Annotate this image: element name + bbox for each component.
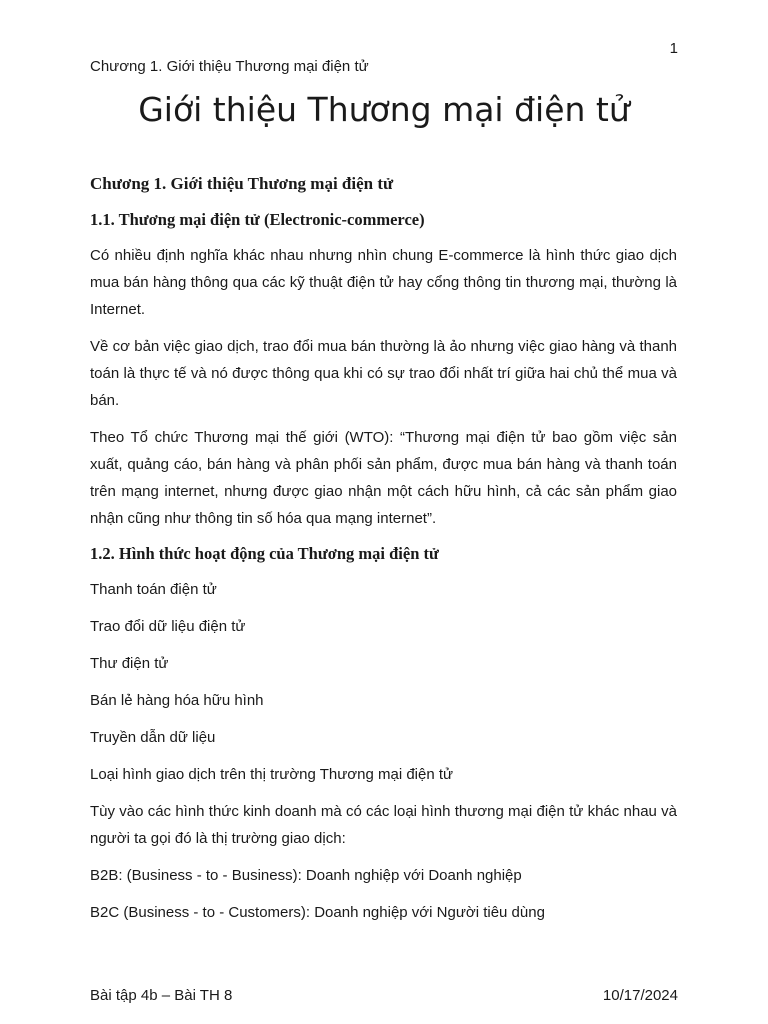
list-item: Loại hình giao dịch trên thị trường Thương mại điện tử bbox=[90, 766, 454, 783]
document-body bbox=[90, 172, 677, 936]
chapter-heading: Chương 1. Giới thiệu Thương mại điện tử bbox=[90, 174, 394, 193]
list-item: Truyền dẫn dữ liệu bbox=[90, 729, 216, 746]
document-title: Giới thiệu Thương mại điện tử bbox=[138, 90, 630, 129]
running-header: Chương 1. Giới thiệu Thương mại điện tử bbox=[90, 58, 369, 75]
paragraph-transaction-basics: Về cơ bản việc giao dịch, trao đổi mua bán thường là ảo nhưng việc giao hàng và thanh toán là thực tế và nó được thông qua khi có sự trao đổi nhất trí giữa hai chủ thể mua và bán. bbox=[90, 338, 677, 409]
list-item: Trao đổi dữ liệu điện tử bbox=[90, 618, 246, 635]
paragraph-wto-definition: Theo Tổ chức Thương mại thế giới (WTO): “Thương mại điện tử bao gồm việc sản xuất, quảng cáo, bán hàng và phân phối sản phẩm, được mua bán hàng và thanh toán trên mạng internet, nhưng được giao nhận một cách hữu hình, cả các sản phẩm giao nhận cũng như thông tin số hóa qua mạng internet”. bbox=[90, 429, 677, 527]
model-b2c: B2C (Business - to - Customers): Doanh nghiệp với Người tiêu dùng bbox=[90, 904, 545, 921]
section-heading-1-2: 1.2. Hình thức hoạt động của Thương mại điện tử bbox=[90, 544, 439, 563]
paragraph-market-types: Tùy vào các hình thức kinh doanh mà có các loại hình thương mại điện tử khác nhau và người ta gọi đó là thị trường giao dịch: bbox=[90, 803, 677, 847]
model-b2b: B2B: (Business - to - Business): Doanh nghiệp với Doanh nghiệp bbox=[90, 867, 522, 884]
list-item: Thanh toán điện tử bbox=[90, 581, 217, 598]
page-number: 1 bbox=[669, 40, 678, 57]
section-heading-1-1: 1.1. Thương mại điện tử (Electronic-commerce) bbox=[90, 210, 425, 229]
paragraph-ecommerce-definition: Có nhiều định nghĩa khác nhau nhưng nhìn chung E-commerce là hình thức giao dịch mua bán hàng thông qua các kỹ thuật điện tử hay cổng thông tin thương mại, thường là Internet. bbox=[90, 247, 677, 318]
footer-date: 10/17/2024 bbox=[602, 987, 678, 1004]
footer-left: Bài tập 4b – Bài TH 8 bbox=[90, 987, 233, 1004]
list-item: Bán lẻ hàng hóa hữu hình bbox=[90, 692, 264, 709]
list-item: Thư điện tử bbox=[90, 655, 169, 672]
